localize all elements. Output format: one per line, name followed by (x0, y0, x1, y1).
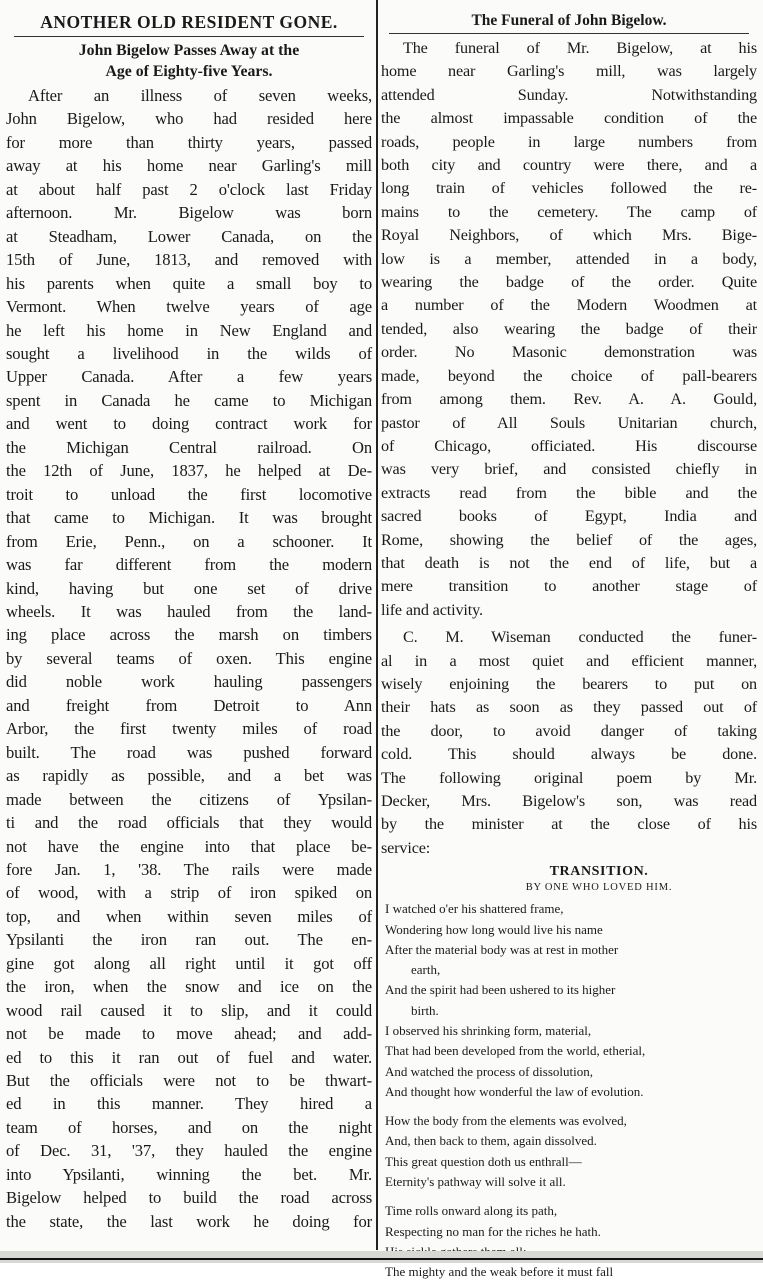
text-line: by the minister at the close of his (381, 815, 757, 834)
text-line: was far different from the modern (6, 555, 372, 575)
text-line: Royal Neighbors, of which Mrs. Bige- (381, 226, 757, 245)
text-line: The funeral of Mr. Bigelow, at his (403, 39, 757, 57)
text-line: sought a livelihood in the wilds of (6, 343, 372, 363)
poem-line: The mighty and the weak before it must fall (385, 1264, 614, 1280)
text-line: a number of the Modern Woodmen at (381, 296, 757, 315)
text-line: the door, to avoid danger of taking (381, 721, 757, 740)
text-line: of Chicago, officiated. His discourse (381, 436, 757, 455)
text-line: made, beyond the choice of pall-bearers (381, 366, 757, 385)
text-line: the iron, when the snow and ice on the (6, 977, 372, 997)
text-line: ed to this it ran out of fuel and water. (6, 1047, 372, 1067)
text-line: did noble work hauling passengers (6, 672, 372, 692)
headline-rule (14, 36, 364, 37)
poem-line: That had been developed from the world, etherial, (385, 1043, 646, 1059)
text-line: not have the engine into that place be- (6, 836, 372, 856)
text-line: wheels. It was hauled from the land- (6, 601, 372, 621)
poem-line: I watched o'er his shattered frame, (385, 901, 564, 917)
funeral-title: The Funeral of John Bigelow. (471, 12, 667, 29)
text-line: as rapidly as possible, and a bet was (6, 766, 372, 786)
title-rule (389, 33, 749, 34)
text-line: long train of vehicles followed the re- (381, 179, 757, 198)
page-bottom-edge (0, 1251, 763, 1263)
poem-line: Eternity's pathway will solve it all. (385, 1174, 566, 1190)
poem-stanza-2 (385, 1111, 757, 1192)
text-line: at Steadham, Lower Canada, on the (6, 226, 372, 246)
text-line: his parents when quite a small boy to (6, 273, 372, 293)
text-line: for more than thirty years, passed (6, 132, 372, 152)
text-line: cold. This should always be done. (381, 745, 757, 764)
text-line: he left his home in New England and (6, 320, 372, 340)
text-line: John Bigelow, who had resided here (6, 109, 372, 129)
text-line: Rome, showing the belief of the ages, (381, 530, 757, 549)
text-line: fore Jan. 1, '38. The rails were made (6, 859, 372, 879)
text-line: spent in Canada he came to Michigan (6, 390, 372, 410)
text-line: C. M. Wiseman conducted the funer- (403, 628, 757, 647)
funeral-paragraph-1 (381, 37, 757, 622)
text-line: But the officials were not to be thwart- (6, 1071, 372, 1091)
obituary-body (6, 84, 372, 1233)
text-line: their hats as soon as they passed out of (381, 698, 757, 717)
poem-line: earth, (411, 962, 441, 978)
obituary-subhead (10, 40, 368, 82)
text-line: at about half past 2 o'clock last Friday (6, 179, 372, 199)
text-line: of Dec. 31, '37, they hauled the engine (6, 1141, 372, 1161)
text-line: service: (381, 838, 431, 857)
text-line: pastor of All Souls Unitarian church, (381, 413, 757, 432)
text-line: attended Sunday. Notwithstanding (381, 85, 757, 104)
subhead-line: Age of Eighty-five Years. (105, 63, 273, 80)
text-line: both city and country were there, and a (381, 156, 757, 175)
text-line: life and activity. (381, 600, 483, 619)
text-line: wearing the badge of the order. Quite (381, 273, 757, 292)
text-line: built. The road was pushed forward (6, 742, 372, 762)
poem-title: TRANSITION. (549, 864, 649, 880)
text-line: afternoon. Mr. Bigelow was born (6, 203, 372, 223)
subhead-line: John Bigelow Passes Away at the (78, 42, 300, 59)
text-line: mains to the cemetery. The camp of (381, 202, 757, 221)
poem-line: How the body from the elements was evolved, (385, 1113, 627, 1129)
text-line: and went to doing contract work for (6, 414, 372, 434)
text-line: The following original poem by Mr. (381, 768, 757, 787)
text-line: the almost impassable condition of the (381, 109, 757, 128)
obituary-headline: ANOTHER OLD RESIDENT GONE. (40, 12, 338, 32)
text-line: kind, having but one set of drive (6, 578, 372, 598)
text-line: of wood, with a strip of iron spiked on (6, 883, 372, 903)
text-line: that came to Michigan. It was brought (6, 508, 372, 528)
text-line: Vermont. When twelve years of age (6, 297, 372, 317)
text-line: ti and the road officials that they would (6, 813, 372, 833)
poem-line: Respecting no man for the riches he hath. (385, 1223, 601, 1239)
poem-line: I observed his shrinking form, material, (385, 1023, 592, 1038)
funeral-paragraph-2 (381, 626, 757, 860)
text-line: into Ypsilanti, winning the bet. Mr. (6, 1164, 372, 1184)
text-line: gine got along all right until it got off (6, 953, 372, 973)
text-line: low is a member, attended in a body, (381, 249, 757, 268)
text-line: Upper Canada. After a few years (6, 367, 372, 387)
text-line: by several teams of oxen. This engine (6, 648, 372, 668)
text-line: ing place across the marsh on timbers (6, 625, 372, 645)
poem-line: Wondering how long would live his name (385, 921, 603, 937)
text-line: Ypsilanti the iron ran out. The en- (6, 930, 372, 950)
text-line: order. No Masonic demonstration was (381, 343, 757, 362)
text-line: team of horses, and on the night (6, 1117, 372, 1137)
text-line: from Erie, Penn., on a schooner. It (6, 531, 372, 551)
text-line: troit to unload the first locomotive (6, 484, 372, 504)
text-line: the state, the last work he doing for (6, 1211, 372, 1231)
text-line: that death is not the end of life, but a (381, 553, 757, 572)
text-line: not be made to move ahead; and add- (6, 1024, 372, 1044)
poem-line: birth. (411, 1002, 439, 1018)
text-line: roads, people in large numbers from (381, 132, 757, 151)
text-line: mere transition to another stage of (381, 577, 757, 596)
poem-line: Time rolls onward along its path, (385, 1203, 558, 1219)
text-line: Decker, Mrs. Bigelow's son, was read (381, 792, 757, 810)
text-line: made between the citizens of Ypsilan- (6, 789, 372, 809)
poem-stanza-1 (385, 899, 757, 1102)
column-rule (376, 0, 378, 1250)
text-line: and freight from Detroit to Ann (6, 695, 372, 715)
right-column (381, 6, 757, 1280)
text-line: home near Garling's mill, was largely (381, 62, 757, 81)
text-line: tended, also wearing the badge of their (381, 319, 757, 338)
poem-line: And thought how wonderful the law of evolution. (385, 1083, 644, 1099)
poem-line: After the material body was at rest in mother (385, 941, 619, 957)
text-line: from among them. Rev. A. A. Gould, (381, 390, 757, 409)
text-line: 15th of June, 1813, and removed with (6, 250, 372, 270)
text-line: wisely enjoining the bearers to put on (381, 674, 757, 693)
poem-line: And the spirit had been ushered to its higher (385, 982, 616, 998)
text-line: al in a most quiet and efficient manner, (381, 651, 757, 670)
text-line: wood rail caused it to slip, and it could (6, 1000, 372, 1020)
text-line: away at his home near Garling's mill (6, 156, 372, 176)
text-line: the 12th of June, 1837, he helped at De- (6, 461, 372, 481)
poem-stanza-3 (385, 1201, 757, 1282)
poem-line: And watched the process of dissolution, (385, 1063, 593, 1079)
text-line: the Michigan Central railroad. On (6, 437, 372, 457)
text-line: Arbor, the first twenty miles of road (6, 719, 372, 739)
text-line: top, and when within seven miles of (6, 906, 372, 926)
poem-byline: BY ONE WHO LOVED HIM. (525, 882, 673, 894)
text-line: Bigelow helped to build the road across (6, 1188, 372, 1208)
text-line: After an illness of seven weeks, (28, 86, 372, 105)
text-line: sacred books of Egypt, India and (381, 507, 757, 526)
left-column (6, 6, 372, 1251)
poem-line: And, then back to them, again dissolved. (385, 1133, 597, 1149)
text-line: extracts read from the bible and the (381, 483, 757, 502)
text-line: was very brief, and consisted chiefly in (381, 460, 757, 479)
poem-line: This great question doth us enthrall— (385, 1153, 582, 1169)
text-line: ed in this manner. They hired a (6, 1094, 372, 1114)
